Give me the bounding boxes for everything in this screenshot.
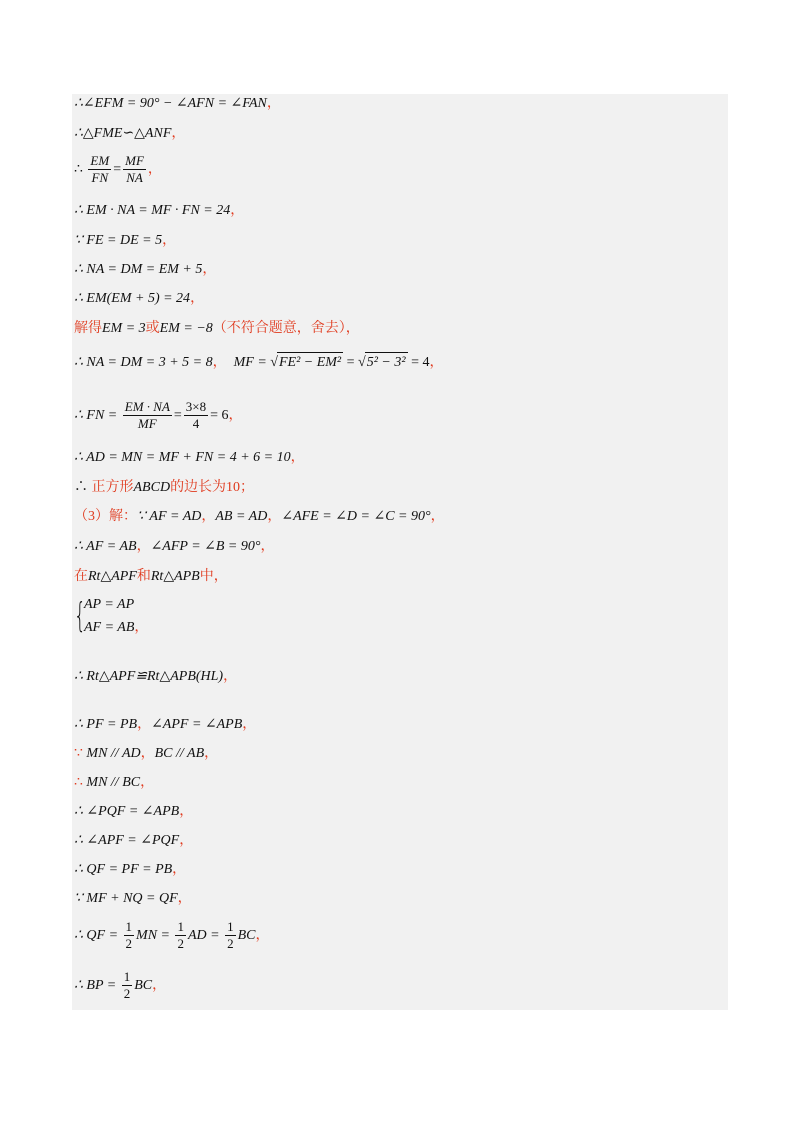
brace-symbol: { (74, 596, 86, 636)
step-congruent: ∴ Rt△APF≌Rt△APB(HL)， (74, 669, 238, 684)
step-qf-half: ∴ QF = $\frac{1}{2}$ MN = $\frac{1}{2}$ AD = $\frac{1}{2}$ BC， (74, 919, 270, 952)
fraction: $\frac{EM}{FN}$ (90, 153, 110, 186)
comma: ， (171, 126, 186, 141)
step-mf-nq: ∵ MF + NQ = QF， (74, 891, 192, 906)
fraction: $\frac{EM \cdot NA}{MF}$ (124, 399, 170, 432)
step-ratio: ∴ $\frac{EM}{FN}$ = $\frac{MF}{NA}$ ， (74, 153, 162, 186)
step-mf-sqrt: ∴ NA = DM = 3 + 5 = 8， MF = √FE² − EM² = √5² − 3² = 4， (74, 352, 443, 373)
step-fe-de: ∵ FE = DE = 5， (74, 233, 177, 248)
fraction: $\frac{MF}{NA}$ (125, 153, 144, 186)
part-3-start: （3）解：∵ AF = AD，AB = AD，∠AFE = ∠D = ∠C = 90°， (74, 509, 445, 524)
step-pf-pb: ∴ PF = PB，∠APF = ∠APB， (74, 717, 257, 732)
step-bp-half: ∴ BP = $\frac{1}{2}$ BC， (74, 969, 167, 1002)
math-text: ∴∠EFM = 90° − ∠AFN = ∠FAN (74, 96, 267, 111)
step-conclusion-side: ∴ 正方形ABCD的边长为10； (74, 480, 255, 495)
comma: ， (147, 162, 162, 177)
step-similar-triangles (74, 124, 185, 144)
therefore-symbol: ∴ (74, 162, 83, 177)
step-af-ab: ∴ AF = AB，∠AFP = ∠B = 90°， (74, 539, 275, 554)
step-equation: ∴ EM(EM + 5) = 24， (74, 291, 205, 306)
step-apf-pqf: ∴ ∠APF = ∠PQF， (74, 833, 194, 848)
step-pqf: ∴ ∠PQF = ∠APB， (74, 804, 194, 819)
step-fn: ∴ FN = $\frac{EM \cdot NA}{MF}$ = $\frac{3\times 8}{4}$ = 6， (74, 399, 243, 432)
step-ad: ∴ AD = MN = MF + FN = 4 + 6 = 10， (74, 450, 305, 465)
step-qf: ∴ QF = PF = PB， (74, 862, 187, 877)
fraction: $\frac{1}{2}$ (123, 969, 131, 1002)
step-parallel-1: ∵ MN // AD，BC // AB， (74, 746, 219, 761)
radical: FE² − EM² (277, 352, 343, 373)
step-parallel-2: ∴ MN // BC， (74, 775, 155, 790)
step-product: ∴ EM · NA = MF · FN = 24， (74, 203, 245, 218)
step-na-dm: ∴ NA = DM = EM + 5， (74, 262, 217, 277)
math-text: ∴△FME∽△ANF (74, 126, 172, 141)
fraction: $\frac{1}{2}$ (125, 919, 133, 952)
math-text: ∴ EM(EM + 5) = 24 (74, 291, 191, 306)
system-line-2: AF = AB， (84, 620, 149, 635)
radical: 5² − 3² (365, 352, 408, 373)
step-angle-efm (74, 94, 281, 114)
math-text: ∴ NA = DM = EM + 5 (74, 262, 203, 277)
step-solve: 解得EM = 3或EM = −8（不符合题意，舍去）， (74, 321, 360, 336)
system-line-1: AP = AP (84, 597, 135, 612)
math-text: ∵ FE = DE = 5 (74, 233, 163, 248)
math-text: ∴ EM · NA = MF · FN = 24 (74, 203, 231, 218)
comma: ， (266, 96, 281, 111)
fraction: $\frac{3\times 8}{4}$ (185, 399, 207, 432)
fraction: $\frac{1}{2}$ (227, 919, 234, 952)
fraction: $\frac{1}{2}$ (177, 919, 184, 952)
step-in-triangles: 在Rt△APF和Rt△APB中， (74, 569, 228, 584)
